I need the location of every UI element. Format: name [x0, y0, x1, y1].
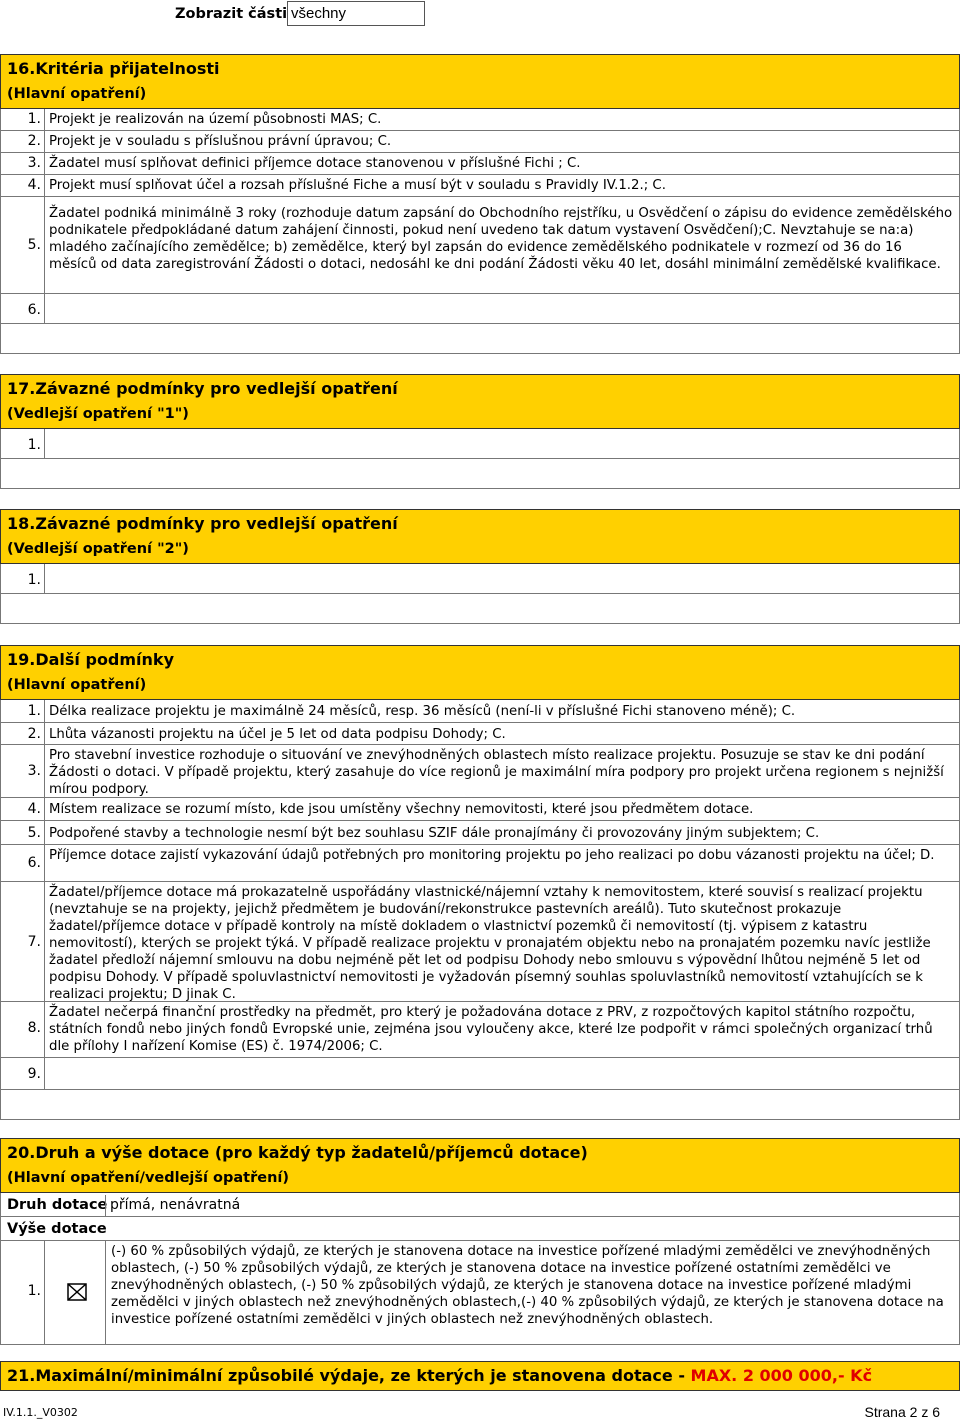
document-code: IV.1.1._V0302	[3, 1406, 78, 1419]
s19-num-2: 2.	[27, 726, 41, 742]
section-20-header	[0, 1138, 960, 1193]
s19-row-2	[0, 723, 960, 745]
s16-num-1: 1.	[27, 111, 41, 127]
s19-num-7: 7.	[27, 934, 41, 950]
vyse-dotace-label: Výše dotace	[7, 1221, 107, 1237]
s19-text-4: Místem realizace se rozumí místo, kde jsou umístěny všechny nemovitosti, které jsou předmětem dotace.	[49, 802, 754, 817]
s19-row-7	[0, 882, 960, 1002]
s16-row-3	[0, 153, 960, 175]
s17-blank	[0, 459, 960, 489]
s19-num-5: 5.	[27, 825, 41, 841]
s16-text-4: Projekt musí splňovat účel a rozsah příslušné Fiche a musí být v souladu s Pravidly IV.1.2.; C.	[49, 178, 666, 193]
s19-num-1: 1.	[27, 703, 41, 719]
s16-row-4	[0, 175, 960, 197]
section-21-header	[0, 1361, 960, 1391]
s19-row-8	[0, 1002, 960, 1058]
section-18-header	[0, 509, 960, 564]
section-20-subtitle: (Hlavní opatření/vedlejší opatření)	[7, 1170, 289, 1186]
section-18-title: 18.Závazné podmínky pro vedlejší opatření	[7, 514, 398, 533]
s19-row-5	[0, 821, 960, 845]
s16-row-6	[0, 294, 960, 324]
s19-row-9	[0, 1058, 960, 1090]
s16-row-1	[0, 109, 960, 131]
s19-text-7: Žadatel/příjemce dotace má prokazatelně uspořádány vlastnické/nájemní vztahy k nemovitostem, které souvisí s realizací projektu (nevztahuje se na projekty, jejichž předmětem je budování/rekonstrukce pastevních areálů). Tuto skutečnost prokazuje žadatel/příjemce dotace v případě kontroly na místě dokladem o vlastnictví pozemků či nemovitostí (tj. výpisem z katastru nemovitostí), kterých se projekt týká. V případě realizace projektu v pronajatém objektu nebo na pronajatém pozemku navíc jestliže žadatel předloží nájemní smlouvu na dobu nejméně pět let od podpisu Dohody nebo smlouvu s výpovědní lhůtou nejméně 5 let od podpisu Dohody. V případě spoluvlastnictví nemovitosti je vyžadován písemný souhlas spoluvlastníků nemovitostí vztahujících se k realizaci projektu; D jinak C.	[49, 885, 931, 1002]
s16-num-2: 2.	[27, 133, 41, 149]
s17-num-1: 1.	[27, 437, 41, 453]
section-17-subtitle: (Vedlejší opatření "1")	[7, 406, 189, 422]
page-number: Strana 2 z 6	[864, 1404, 940, 1420]
druh-dotace-label: Druh dotace	[7, 1197, 108, 1213]
s16-num-6: 6.	[27, 302, 41, 318]
section-18-subtitle: (Vedlejší opatření "2")	[7, 541, 189, 557]
s16-text-3: Žadatel musí splňovat definici příjemce dotace stanovenou v příslušné Fichi ; C.	[49, 156, 581, 171]
section-17-header	[0, 374, 960, 429]
s19-text-6: Příjemce dotace zajistí vykazování údajů potřebných pro monitoring projektu po jeho realizaci po dobu vázanosti projektu na účel; D.	[49, 848, 935, 863]
section-19-header	[0, 645, 960, 700]
s20-vyse-detail-row	[0, 1241, 960, 1345]
s16-text-1: Projekt je realizován na území působnosti MAS; C.	[49, 112, 382, 127]
s16-num-5: 5.	[27, 237, 41, 253]
s19-text-8: Žadatel nečerpá finanční prostředky na předmět, pro který je požadována dotace z PRV, z rozpočtových kapitol státního rozpočtu, státních fondů nebo jiných fondů Evropské unie, zejména jsou vyloučeny akce, které lze podpořit v rámci společných organizací trhů dle přílohy I nařízení Komise (ES) č. 1974/2006; C.	[49, 1005, 933, 1054]
vyse-dotace-text: (-) 60 % způsobilých výdajů, ze kterých je stanovena dotace na investice pořízené mladými zemědělci ve znevýhodněných oblastech, (-) 50 % způsobilých výdajů, ze kterých je stanovena dotace na investice pořízené ostatními zemědělci ve znevýhodněných oblastech, (-) 50 % způsobilých výdajů, ze kterých je stanovena dotace na investice pořízené mladými zemědělci v jiných oblastech než znevýhodněných oblastech,(-) 40 % způsobilých výdajů, ze kterých je stanovena dotace na investice pořízené ostatními zemědělci v jiných oblastech než znevýhodněných oblastech.	[111, 1244, 944, 1327]
s19-num-4: 4.	[27, 801, 41, 817]
section-17-title: 17.Závazné podmínky pro vedlejší opatření	[7, 379, 398, 398]
s16-blank	[0, 324, 960, 354]
section-16-subtitle: (Hlavní opatření)	[7, 86, 147, 102]
s19-row-6	[0, 845, 960, 882]
s19-text-3: Pro stavební investice rozhoduje o situování ve znevýhodněných oblastech místo realizace projektu. Posuzuje se stav ke dni podání Žádosti o dotaci. V případě projektu, který zasahuje do více regionů je maximální míra podpory pro projekt určena regionem s nejnižší mírou podpory.	[49, 748, 944, 797]
section-20-title: 20.Druh a výše dotace (pro každý typ žadatelů/příjemců dotace)	[7, 1143, 588, 1162]
section-19-title: 19.Další podmínky	[7, 650, 174, 669]
s19-row-1	[0, 700, 960, 723]
s16-num-3: 3.	[27, 155, 41, 171]
show-parts-select[interactable]: všechny	[287, 1, 425, 26]
s19-num-8: 8.	[27, 1020, 41, 1036]
s19-text-1: Délka realizace projektu je maximálně 24 měsíců, resp. 36 měsíců (není-li v příslušné Fichi stanoveno méně); C.	[49, 704, 796, 719]
s16-text-5: Žadatel podniká minimálně 3 roky (rozhoduje datum zapsání do Obchodního rejstříku, u Osvědčení o zápisu do evidence zemědělského podnikatele předpokládané datum zahájení činnosti, pokud není uvedeno tak datum vystavení Osvědčení);C. Nevztahuje se na:a) mladého začínajícího zemědělce; b) zemědělce, který byl zapsán do evidence zemědělského podnikatele v rozmezí od 36 do 16 měsíců od data zaregistrování Žádosti o dotaci, nedosáhl ke dni podání Žádosti věku 40 let, dosáhl minimální zemědělské kvalifikace.	[49, 206, 953, 272]
s16-row-5	[0, 197, 960, 294]
s19-blank	[0, 1090, 960, 1120]
s16-num-4: 4.	[27, 177, 41, 193]
s19-text-2: Lhůta vázanosti projektu na účel je 5 let od data podpisu Dohody; C.	[49, 727, 506, 742]
checkbox-checked-icon[interactable]	[67, 1283, 87, 1301]
section-21-max-value: MAX. 2 000 000,- Kč	[690, 1366, 873, 1385]
s17-row-1	[0, 429, 960, 459]
s18-row-1	[0, 564, 960, 594]
s19-num-6: 6.	[27, 855, 41, 871]
s16-text-2: Projekt je v souladu s příslušnou právní úpravou; C.	[49, 134, 392, 149]
section-16-header	[0, 54, 960, 109]
section-19-subtitle: (Hlavní opatření)	[7, 677, 147, 693]
s20-vyse-row	[0, 1217, 960, 1241]
s20-druh-row	[0, 1193, 960, 1217]
show-parts-row	[0, 0, 960, 28]
s19-row-4	[0, 798, 960, 821]
druh-dotace-value: přímá, nenávratná	[110, 1197, 241, 1213]
section-16-title: 16.Kritéria přijatelnosti	[7, 59, 220, 78]
s19-row-3	[0, 745, 960, 798]
s19-text-5: Podpořené stavby a technologie nesmí být bez souhlasu SZIF dále pronajímány či provozovány jiným subjektem; C.	[49, 826, 820, 841]
s19-num-9: 9.	[27, 1066, 41, 1082]
section-21-title: 21.Maximální/minimální způsobilé výdaje, ze kterých je stanovena dotace -	[7, 1366, 691, 1385]
s20-num-1: 1.	[27, 1283, 41, 1299]
show-parts-label: Zobrazit části	[175, 6, 288, 22]
s18-num-1: 1.	[27, 572, 41, 588]
s19-num-3: 3.	[27, 763, 41, 779]
s16-row-2	[0, 131, 960, 153]
s18-blank	[0, 594, 960, 624]
